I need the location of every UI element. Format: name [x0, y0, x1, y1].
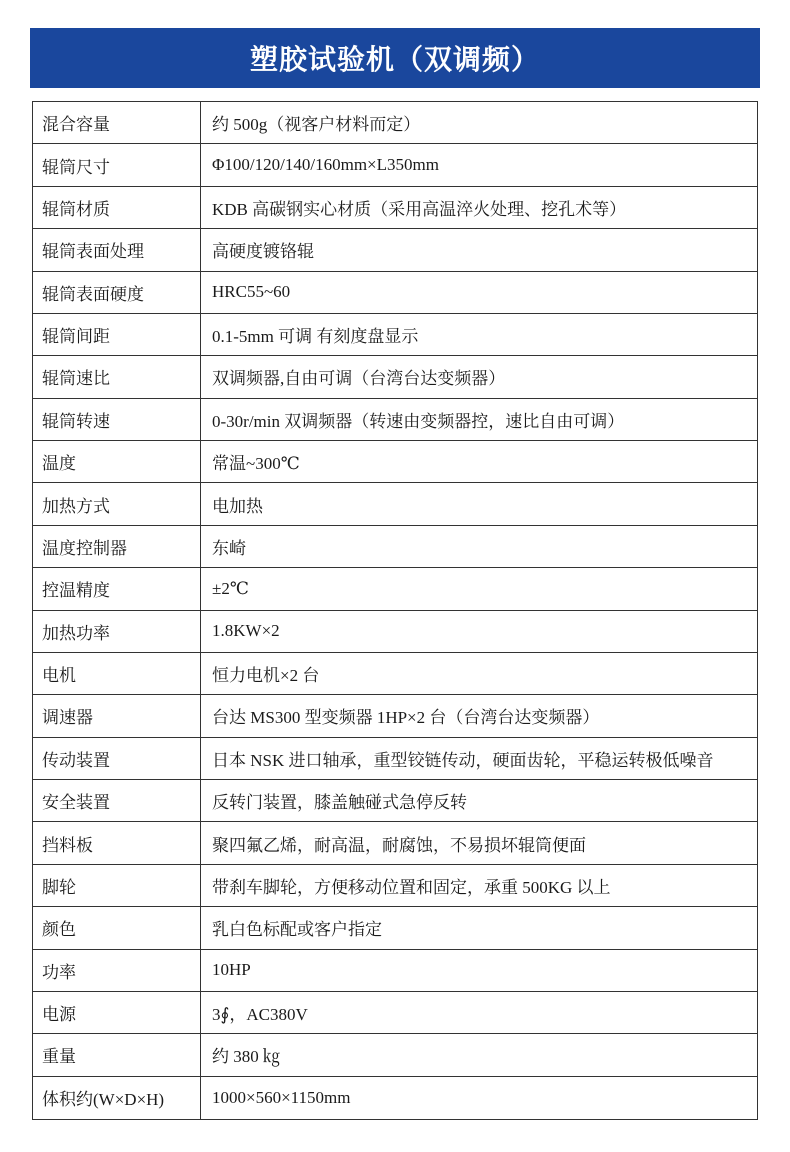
spec-label: 温度	[33, 441, 201, 482]
spec-row	[33, 1077, 757, 1119]
spec-value: 双调频器,自由可调（台湾台达变频器）	[212, 369, 506, 389]
spec-value: 0-30r/min 双调频器（转速由变频器控，速比自由可调）	[212, 411, 625, 431]
spec-label: 辊筒表面处理	[33, 229, 201, 270]
spec-value: 高硬度镀铬辊	[212, 242, 314, 262]
spec-label: 辊筒尺寸	[33, 144, 201, 185]
title-banner	[30, 28, 760, 88]
spec-row	[33, 441, 757, 483]
spec-row	[33, 1034, 757, 1076]
spec-value: 台达 MS300 型变频器 1HP×2 台（台湾台达变频器）	[212, 708, 600, 728]
spec-label: 辊筒转速	[33, 399, 201, 440]
spec-label: 传动装置	[33, 738, 201, 779]
spec-value: 带刹车脚轮，方便移动位置和固定，承重 500KG 以上	[212, 877, 611, 897]
spec-row	[33, 822, 757, 864]
spec-label: 脚轮	[33, 865, 201, 906]
spec-label: 辊筒速比	[33, 356, 201, 397]
spec-row	[33, 865, 757, 907]
spec-label: 控温精度	[33, 568, 201, 609]
spec-row	[33, 568, 757, 610]
spec-row	[33, 229, 757, 271]
spec-row	[33, 653, 757, 695]
spec-value: KDB 高碳钢实心材质（采用高温淬火处理、挖孔术等）	[212, 199, 627, 219]
spec-value: ±2℃	[212, 578, 249, 598]
spec-label: 电机	[33, 653, 201, 694]
spec-label: 辊筒间距	[33, 314, 201, 355]
spec-value: 1.8KW×2	[212, 621, 280, 641]
spec-value: HRC55~60	[212, 282, 291, 302]
spec-row	[33, 695, 757, 737]
spec-row	[33, 187, 757, 229]
spec-label: 调速器	[33, 695, 201, 736]
spec-row	[33, 314, 757, 356]
spec-label: 辊筒材质	[33, 187, 201, 228]
spec-row	[33, 611, 757, 653]
spec-row	[33, 483, 757, 525]
spec-row	[33, 144, 757, 186]
spec-label: 重量	[33, 1034, 201, 1075]
spec-value: 东崎	[212, 538, 246, 558]
spec-value: Φ100/120/140/160mm×L350mm	[212, 155, 439, 175]
spec-value: 1000×560×1150mm	[212, 1087, 351, 1107]
spec-value: 日本 NSK 进口轴承，重型铰链传动，硬面齿轮，平稳运转极低噪音	[212, 750, 714, 770]
spec-row	[33, 907, 757, 949]
spec-value: 乳白色标配或客户指定	[212, 920, 382, 940]
spec-row	[33, 102, 757, 144]
spec-label: 加热方式	[33, 483, 201, 524]
spec-label: 辊筒表面硬度	[33, 272, 201, 313]
spec-label: 加热功率	[33, 611, 201, 652]
spec-row	[33, 356, 757, 398]
spec-label: 功率	[33, 950, 201, 991]
spec-value: 3∮，AC380V	[212, 1005, 308, 1025]
spec-row	[33, 526, 757, 568]
spec-label: 温度控制器	[33, 526, 201, 567]
spec-row	[33, 399, 757, 441]
spec-label: 安全装置	[33, 780, 201, 821]
spec-value: 10HP	[212, 960, 251, 980]
spec-label: 体积约(W×D×H)	[33, 1077, 201, 1119]
spec-row	[33, 780, 757, 822]
spec-label: 电源	[33, 992, 201, 1033]
spec-value: 恒力电机×2 台	[212, 666, 320, 686]
spec-label: 颜色	[33, 907, 201, 948]
spec-table	[32, 101, 758, 1120]
spec-value: 聚四氟乙烯，耐高温，耐腐蚀，不易损坏辊筒便面	[212, 835, 586, 855]
spec-label: 混合容量	[33, 102, 201, 143]
spec-row	[33, 272, 757, 314]
spec-value: 0.1-5mm 可调 有刻度盘显示	[212, 327, 419, 347]
spec-value: 约 500g（视客户材料而定）	[212, 115, 421, 135]
spec-row	[33, 738, 757, 780]
spec-row	[33, 992, 757, 1034]
spec-label: 挡料板	[33, 822, 201, 863]
spec-value: 约 380 ㎏	[212, 1047, 280, 1067]
spec-row	[33, 950, 757, 992]
spec-value: 常温~300℃	[212, 454, 300, 474]
spec-value: 反转门装置，膝盖触碰式急停反转	[212, 793, 467, 813]
page-title: 塑胶试验机（双调频）	[249, 44, 540, 75]
spec-value: 电加热	[212, 496, 263, 516]
